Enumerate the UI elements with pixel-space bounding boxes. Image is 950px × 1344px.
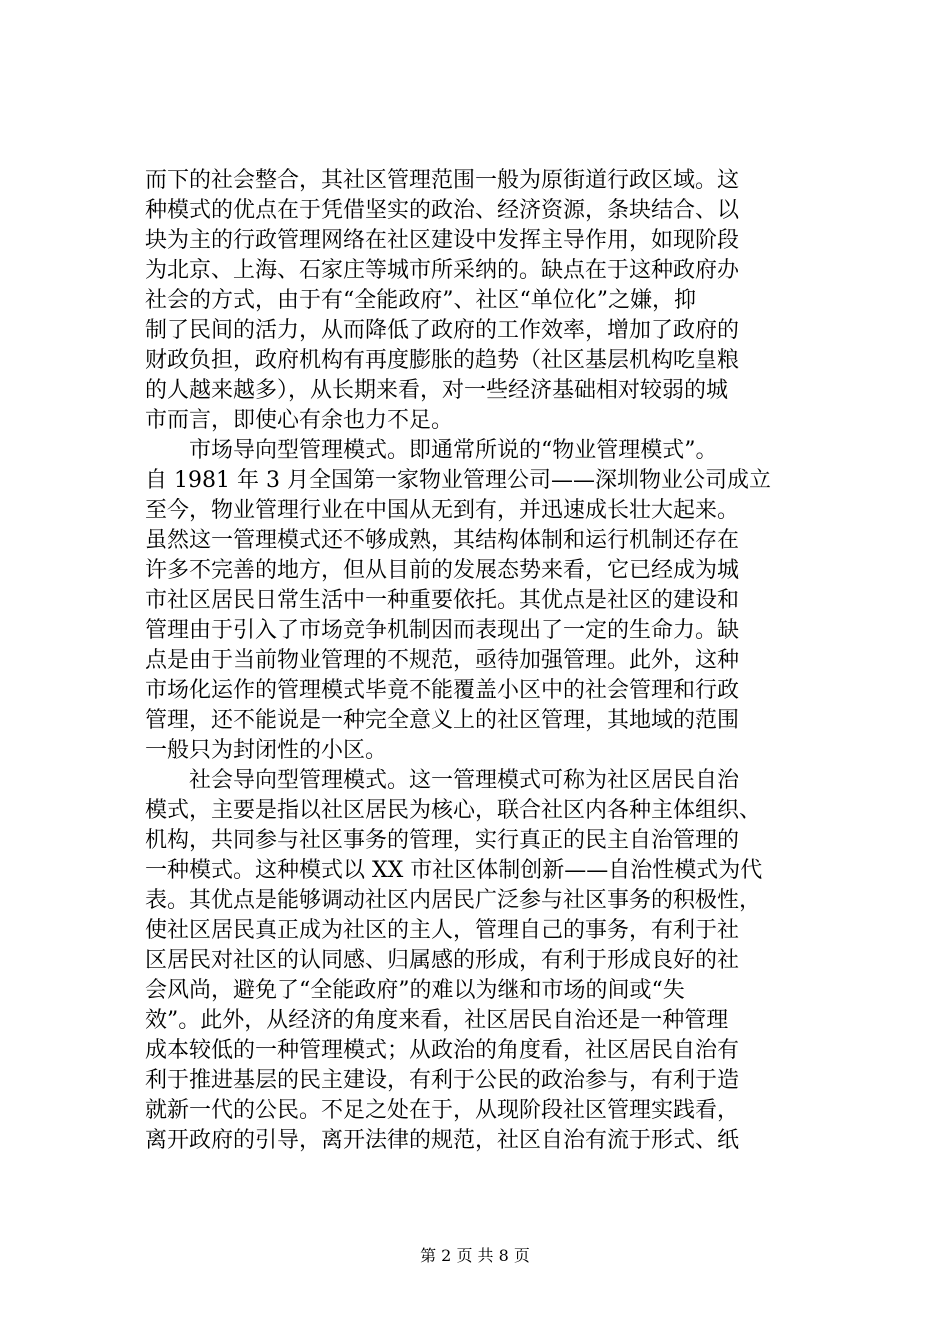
text-line: 点是由于当前物业管理的不规范，亟待加强管理。此外，这种 [145, 648, 740, 673]
page-number-label: 第 2 页 共 8 页 [420, 1246, 530, 1265]
page-footer [0, 1246, 950, 1266]
text-line: 区居民对社区的认同感、归属感的形成，有利于形成良好的社 [145, 948, 740, 973]
text-line: 社会导向型管理模式。这一管理模式可称为社区居民自治 [145, 768, 740, 793]
text-line: 制了民间的活力，从而降低了政府的工作效率，增加了政府的 [145, 318, 740, 343]
text-line: 财政负担，政府机构有再度膨胀的趋势（社区基层机构吃皇粮 [145, 348, 740, 373]
text-line: 就新一代的公民。不足之处在于，从现阶段社区管理实践看， [145, 1098, 740, 1123]
text-line: 的人越来越多），从长期来看，对一些经济基础相对较弱的城 [145, 378, 729, 403]
text-line: 种模式的优点在于凭借坚实的政治、经济资源，条块结合、以 [145, 198, 740, 223]
text-line: 市场导向型管理模式。即通常所说的“物业管理模式”。 [145, 438, 718, 463]
text-line: 自 1981 年 3 月全国第一家物业管理公司——深圳物业公司成立 [145, 468, 771, 493]
text-line: 一种模式。这种模式以 XX 市社区体制创新——自治性模式为代 [145, 858, 763, 883]
text-line: 管理，还不能说是一种完全意义上的社区管理，其地域的范围 [145, 708, 740, 733]
text-line: 块为主的行政管理网络在社区建设中发挥主导作用，如现阶段 [145, 228, 740, 253]
text-line: 市而言，即使心有余也力不足。 [145, 408, 454, 433]
text-line: 效”。此外，从经济的角度来看，社区居民自治还是一种管理 [145, 1008, 729, 1033]
text-line: 虽然这一管理模式还不够成熟，其结构体制和运行机制还存在 [145, 528, 740, 553]
text-line: 使社区居民真正成为社区的主人，管理自己的事务，有利于社 [145, 918, 740, 943]
text-line: 市社区居民日常生活中一种重要依托。其优点是社区的建设和 [145, 588, 740, 613]
text-line: 而下的社会整合，其社区管理范围一般为原街道行政区域。这 [145, 168, 740, 193]
text-line: 成本较低的一种管理模式；从政治的角度看，社区居民自治有 [145, 1038, 740, 1063]
text-line: 机构，共同参与社区事务的管理，实行真正的民主自治管理的 [145, 828, 740, 853]
body-text [145, 166, 835, 1156]
text-line: 表。其优点是能够调动社区内居民广泛参与社区事务的积极性， [145, 888, 762, 913]
text-line: 许多不完善的地方，但从目前的发展态势来看，它已经成为城 [145, 558, 740, 583]
text-line: 至今，物业管理行业在中国从无到有，并迅速成长壮大起来。 [145, 498, 740, 523]
text-line: 离开政府的引导，离开法律的规范，社区自治有流于形式、纸 [145, 1128, 740, 1153]
text-line: 为北京、上海、石家庄等城市所采纳的。缺点在于这种政府办 [145, 258, 740, 283]
text-line: 社会的方式，由于有“全能政府”、社区“单位化”之嫌，抑 [145, 288, 696, 313]
text-line: 模式，主要是指以社区居民为核心，联合社区内各种主体组织、 [145, 798, 762, 823]
text-line: 市场化运作的管理模式毕竟不能覆盖小区中的社会管理和行政 [145, 678, 740, 703]
text-line: 会风尚，避免了“全能政府”的难以为继和市场的间或“失 [145, 978, 685, 1003]
text-line: 管理由于引入了市场竞争机制因而表现出了一定的生命力。缺 [145, 618, 740, 643]
text-line: 一般只为封闭性的小区。 [145, 738, 388, 763]
text-line: 利于推进基层的民主建设，有利于公民的政治参与，有利于造 [145, 1068, 740, 1093]
